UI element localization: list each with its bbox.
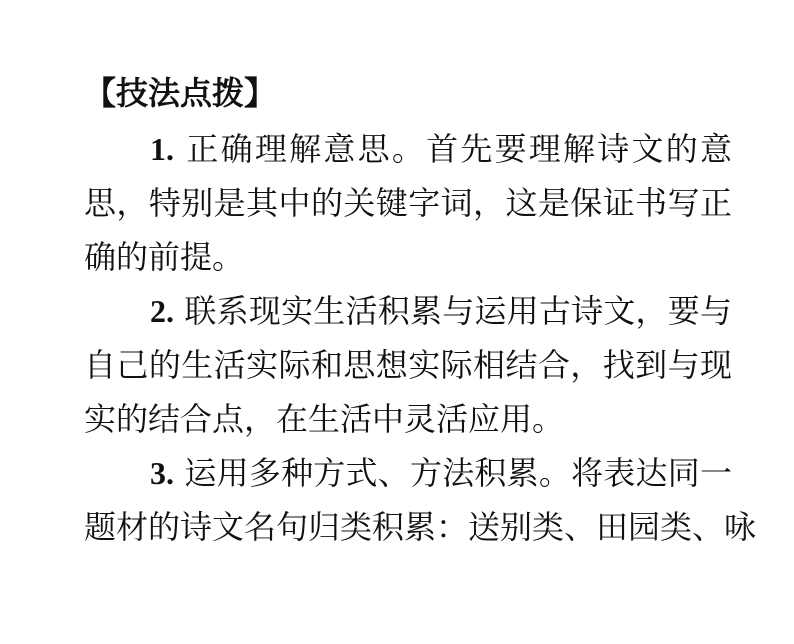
item-2-line-2 — [84, 342, 732, 388]
item-2-text-1: 联系现实生活积累与运用古诗文，要与 — [184, 292, 732, 330]
item-2-text-3: 实的结合点，在生活中灵活应用。 — [84, 400, 565, 438]
item-1-text-3: 确的前提。 — [84, 238, 245, 276]
item-2-line-1 — [150, 288, 732, 334]
item-3-text-2: 题材的诗文名句归类积累：送别类、田园类、咏 — [84, 508, 757, 546]
item-2-number: 2. — [150, 293, 174, 329]
item-1-line-1 — [150, 126, 732, 172]
item-3-line-2 — [84, 504, 757, 550]
item-2-line-3 — [84, 396, 732, 442]
item-1-text-2: 思，特别是其中的关键字词，这是保证书写正 — [84, 184, 732, 222]
item-3-text-1: 运用多种方式、方法积累。将表达同一 — [184, 454, 732, 492]
item-1-line-2 — [84, 180, 732, 226]
item-3-number: 3. — [150, 455, 174, 491]
item-1-text-1: 正确理解意思。首先要理解诗文的意 — [186, 130, 732, 168]
item-1-line-3 — [84, 234, 732, 280]
item-3-line-1 — [150, 450, 732, 496]
section-heading: 【技法点拨】 — [84, 74, 277, 112]
item-2-text-2: 自己的生活实际和思想实际相结合，找到与现 — [84, 346, 732, 384]
item-1-number: 1. — [150, 131, 174, 167]
